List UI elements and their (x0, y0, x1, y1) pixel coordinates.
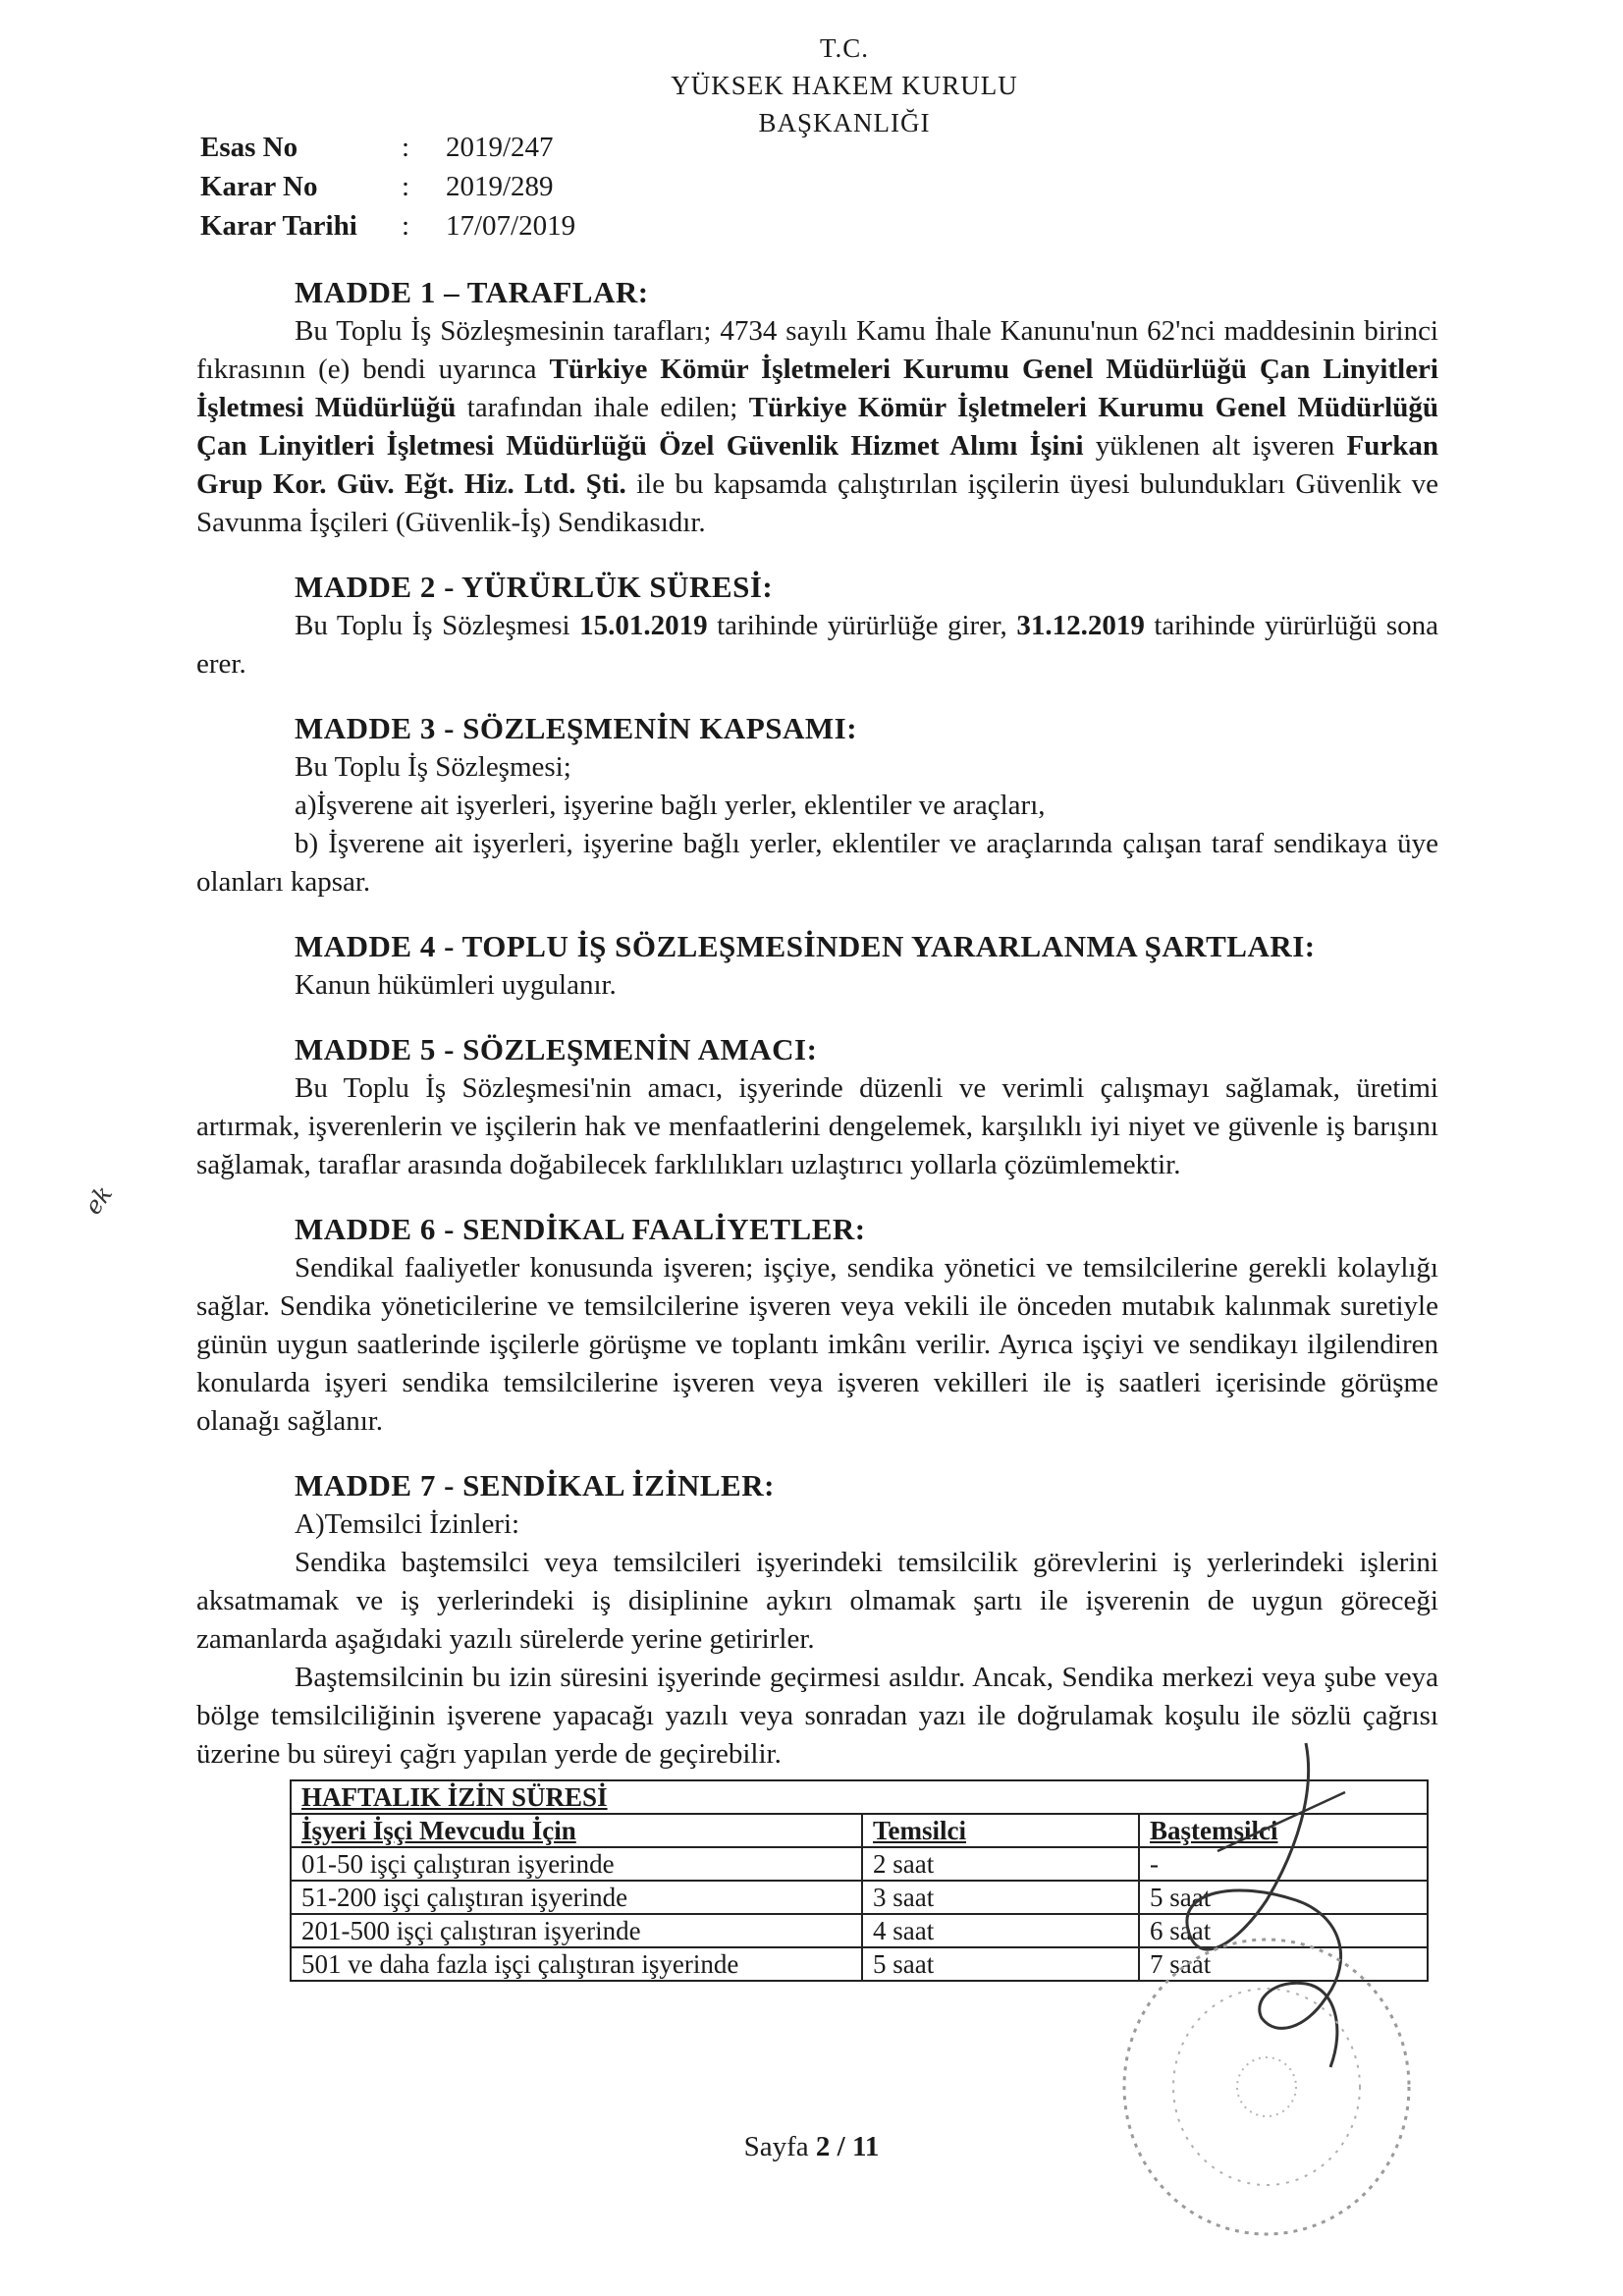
article-title: MADDE 2 - YÜRÜRLÜK SÜRESİ: (295, 570, 774, 604)
header-tc: T.C. (820, 33, 869, 63)
article-paragraph: Bu Toplu İş Sözleşmesi'nin amacı, işyerinde düzenli ve verimli çalışmayı sağlamak, üretimi artırmak, işverenlerin ve işçilerin hak ve menfaatlerini dengelemek, karşılıklı iyi niyet ve güvenle iş barışını sağlamak, taraflar arasında doğabilecek farklılıkları uzlaştırıcı yollarla çözümlemektir. (196, 1072, 1438, 1180)
footer-prefix: Sayfa (743, 2131, 816, 2162)
meta-value: 2019/289 (446, 171, 554, 202)
meta-row-esas (200, 128, 575, 167)
article-title: MADDE 5 - SÖZLEŞMENİN AMACI: (295, 1032, 818, 1066)
article-paragraph (196, 607, 1438, 683)
table-title: HAFTALIK İZİN SÜRESİ (291, 1780, 1428, 1814)
table-cell: 5 saat (862, 1947, 1139, 1981)
article-paragraph (196, 312, 1438, 542)
text-run: Bu Toplu İş Sözleşmesi (295, 610, 580, 641)
table-cell: 51-200 işçi çalıştıran işyerinde (291, 1881, 862, 1914)
table-cell: 2 saat (862, 1847, 1139, 1881)
document-header (589, 29, 1100, 141)
table-cell: 4 saat (862, 1914, 1139, 1947)
document-body (196, 273, 1438, 1982)
article-paragraph: Sendikal faaliyetler konusunda işveren; işçiye, sendika yönetici ve temsilcilerine gerekli kolaylığı sağlar. Sendika yöneticilerine ve temsilcilerine işveren veya vekili ile önceden mutabık kalınmak suretiyle günün uygun saatlerinde işçilerle görüşme ve toplantı imkânı verilir. Ayrıca işçiyi ve sendikayı ilgilendiren konularda işyeri sendika temsilcilerine işveren veya işveren vekilleri ile iş saatleri içerisinde görüşme olanağı sağlanır. (196, 1252, 1438, 1437)
official-stamp (1109, 1925, 1424, 2249)
table-cell: 5 saat (1139, 1881, 1428, 1914)
article-line: b) İşverene ait işyerleri, işyerine bağlı yerler, eklentiler ve araçlarında çalışan taraf sendikaya üye olanları kapsar. (196, 828, 1438, 898)
table-header: İşyeri İşçi Mevcudu İçin (291, 1814, 862, 1847)
article-title: MADDE 3 - SÖZLEŞMENİN KAPSAMI: (295, 711, 858, 745)
meta-label: Karar Tarihi (200, 210, 357, 242)
article-line: Kanun hükümleri uygulanır. (295, 969, 617, 1001)
table-cell: 7 saat (1139, 1947, 1428, 1981)
article-2 (196, 568, 1438, 683)
bold-run: Türkiye Kömür İşletmeleri Kurumu Genel Müdürlüğü Çan Linyitleri İşletmesi Müdürlüğü (196, 354, 1438, 423)
meta-colon: : (402, 171, 410, 202)
text-run: yüklenen alt işveren (1083, 430, 1347, 462)
bold-run: Türkiye Kömür İşletmeleri Kurumu Genel Müdürlüğü Çan Linyitleri İşletmesi Müdürlüğü Özel Güvenlik Hizmet Alımı İşini (196, 392, 1438, 462)
table-cell: 201-500 işçi çalıştıran işyerinde (291, 1914, 862, 1947)
table-cell: 6 saat (1139, 1914, 1428, 1947)
article-paragraph: Sendika baştemsilci veya temsilcileri işyerindeki temsilcilik görevlerini iş yerlerindeki işlerini aksatmamak ve iş yerlerindeki iş disiplinine aykırı olmamak şartı ile işverenin de uygun göreceği zamanlarda aşağıdaki yazılı sürelerde yerine getirirler. (196, 1547, 1438, 1655)
table-cell: 501 ve daha fazla işçi çalıştıran işyerinde (291, 1947, 862, 1981)
meta-label: Karar No (200, 171, 318, 202)
handwritten-initial: ek (79, 1180, 119, 1220)
article-title: MADDE 7 - SENDİKAL İZİNLER: (295, 1468, 775, 1503)
meta-row-tarih (200, 206, 575, 246)
article-title: MADDE 1 – TARAFLAR: (295, 275, 649, 309)
bold-run: 15.01.2019 (579, 610, 708, 641)
table-cell: - (1139, 1847, 1428, 1881)
meta-colon: : (402, 132, 410, 163)
table-header: Baştemsilci (1139, 1814, 1428, 1847)
article-line: a)İşverene ait işyerleri, işyerine bağlı yerler, eklentiler ve araçları, (295, 790, 1046, 821)
article-line: A)Temsilci İzinleri: (295, 1508, 520, 1540)
footer-page-number: 2 / 11 (815, 2131, 880, 2162)
text-run: tarihinde yürürlüğü sona erer. (196, 610, 1438, 680)
article-4 (196, 927, 1438, 1005)
bold-run: Furkan Grup Kor. Güv. Eğt. Hiz. Ltd. Şti. (196, 430, 1438, 500)
table-cell: 01-50 işçi çalıştıran işyerinde (291, 1847, 862, 1881)
meta-row-karar (200, 167, 575, 206)
case-meta (200, 128, 575, 246)
page-footer (0, 2131, 1623, 2163)
text-run: tarihinde yürürlüğe girer, (707, 610, 1017, 641)
table-header: Temsilci (862, 1814, 1139, 1847)
meta-label: Esas No (200, 132, 298, 163)
bold-run: 31.12.2019 (1016, 610, 1145, 641)
meta-value: 17/07/2019 (446, 210, 576, 242)
header-presidency: BAŞKANLIĞI (758, 108, 931, 137)
article-3 (196, 709, 1438, 902)
meta-colon: : (402, 210, 410, 242)
header-institution: YÜKSEK HAKEM KURULU (671, 71, 1018, 100)
article-6 (196, 1210, 1438, 1441)
article-5 (196, 1030, 1438, 1184)
article-paragraph: Baştemsilcinin bu izin süresini işyerinde geçirmesi asıldır. Ancak, Sendika merkezi veya şube veya bölge temsilciliğinin işverene yapacağı yazılı veya sonradan yazı ile doğrulamak koşulu ile sözlü çağrısı üzerine bu süreyi çağrı yapılan yerde de geçirebilir. (196, 1662, 1438, 1770)
meta-value: 2019/247 (446, 132, 554, 163)
table-cell: 3 saat (862, 1881, 1139, 1914)
article-1 (196, 273, 1438, 542)
text-run: tarafından ihale edilen; (456, 392, 749, 423)
text-run: Bu Toplu İş Sözleşmesinin tarafları; 4734 sayılı Kamu İhale Kanunu'nun 62'nci maddesinin birinci fıkrasının (e) bendi uyarınca (196, 315, 1438, 385)
article-line: Bu Toplu İş Sözleşmesi; (295, 751, 571, 783)
article-title: MADDE 4 - TOPLU İŞ SÖZLEŞMESİNDEN YARARLANMA ŞARTLARI: (295, 929, 1316, 963)
text-run: ile bu kapsamda çalıştırılan işçilerin üyesi bulundukları Güvenlik ve Savunma İşçileri (Güvenlik-İş) Sendikasıdır. (196, 468, 1438, 538)
article-title: MADDE 6 - SENDİKAL FAALİYETLER: (295, 1212, 866, 1246)
